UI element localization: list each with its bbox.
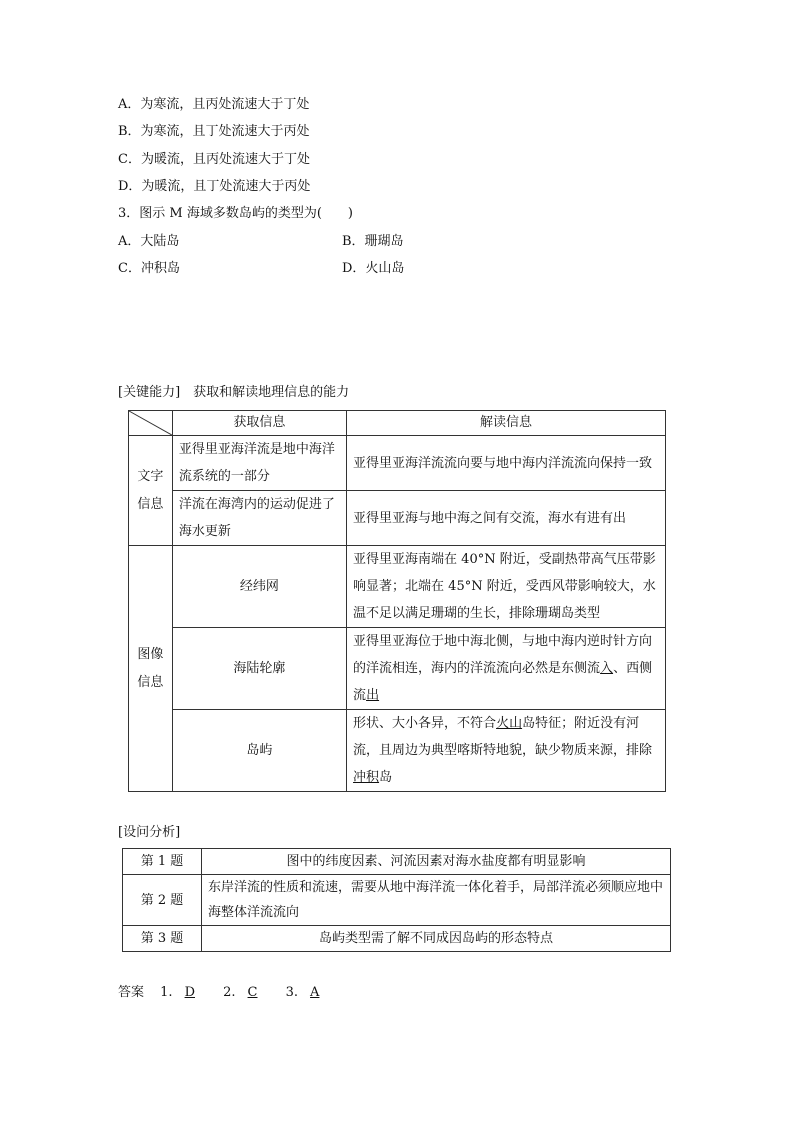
ability-table	[128, 410, 666, 792]
row1-obtain: 亚得里亚海洋流是地中海洋流系统的一部分	[172, 436, 346, 491]
analysis-q1-text: 图中的纬度因素、河流因素对海水盐度都有明显影响	[202, 849, 671, 875]
question-3-stem: 3．图示 M 海域多数岛屿的类型为( )	[118, 206, 353, 221]
diagonal-line-icon	[129, 411, 172, 435]
answer-3: 3. A	[285, 985, 320, 1000]
option-q2-d: D．为暖流，且丁处流速大于丙处	[118, 179, 311, 194]
row2-interpret: 亚得里亚海与地中海之间有交流，海水有进有出	[347, 491, 666, 546]
answer-2: 2. C	[223, 985, 258, 1000]
ability-label: [关键能力] 获取和解读地理信息的能力	[118, 385, 350, 400]
option-q3-b: B．珊瑚岛	[342, 234, 404, 249]
header-obtain: 获取信息	[172, 411, 346, 436]
analysis-q3-text: 岛屿类型需了解不同成因岛屿的形态特点	[202, 926, 671, 952]
option-q2-c: C．为暖流，且丙处流速大于丁处	[118, 152, 310, 167]
row3-interpret: 亚得里亚海南端在 40°N 附近，受副热带高气压带影响显著；北端在 45°N 附近，受西风带影响较大，水温不足以满足珊瑚的生长，排除珊瑚岛类型	[347, 546, 666, 628]
option-q2-b: B．为寒流，且丁处流速大于丙处	[118, 124, 310, 139]
analysis-q2-text: 东岸洋流的性质和流速，需要从地中海洋流一体化着手，局部洋流必须顺应地中海整体洋流流向	[202, 875, 671, 926]
row1-interpret: 亚得里亚海洋流流向要与地中海内洋流流向保持一致	[347, 436, 666, 491]
row4-obtain: 海陆轮廓	[172, 628, 346, 710]
answers-line	[118, 984, 343, 1002]
row2-obtain: 洋流在海湾内的运动促进了海水更新	[172, 491, 346, 546]
row5-obtain: 岛屿	[172, 710, 346, 792]
group-image-info: 图像 信息	[129, 546, 173, 792]
analysis-label: [设问分析]	[118, 825, 181, 840]
row4-interpret: 亚得里亚海位于地中海北侧，与地中海内逆时针方向的洋流相连，海内的洋流流向必然是东侧流入、西侧流出	[347, 628, 666, 710]
analysis-q3: 第 3 题	[123, 926, 202, 952]
analysis-q2: 第 2 题	[123, 875, 202, 926]
group-text-info: 文字 信息	[129, 436, 173, 546]
row3-obtain: 经纬网	[172, 546, 346, 628]
analysis-q1: 第 1 题	[123, 849, 202, 875]
row5-interpret: 形状、大小各异，不符合火山岛特征；附近没有河流，且周边为典型喀斯特地貌，缺少物质来源，排除冲积岛	[347, 710, 666, 792]
answers-label: 答案	[118, 985, 145, 1000]
option-q3-c: C．冲积岛	[118, 261, 180, 276]
answer-1: 1. D	[160, 985, 195, 1000]
option-q3-a: A．大陆岛	[118, 234, 180, 249]
diagonal-header-cell	[129, 411, 173, 436]
header-interpret: 解读信息	[347, 411, 666, 436]
option-q2-a: A．为寒流，且丙处流速大于丁处	[118, 97, 310, 112]
option-q3-d: D．火山岛	[342, 261, 405, 276]
analysis-table	[122, 848, 671, 952]
